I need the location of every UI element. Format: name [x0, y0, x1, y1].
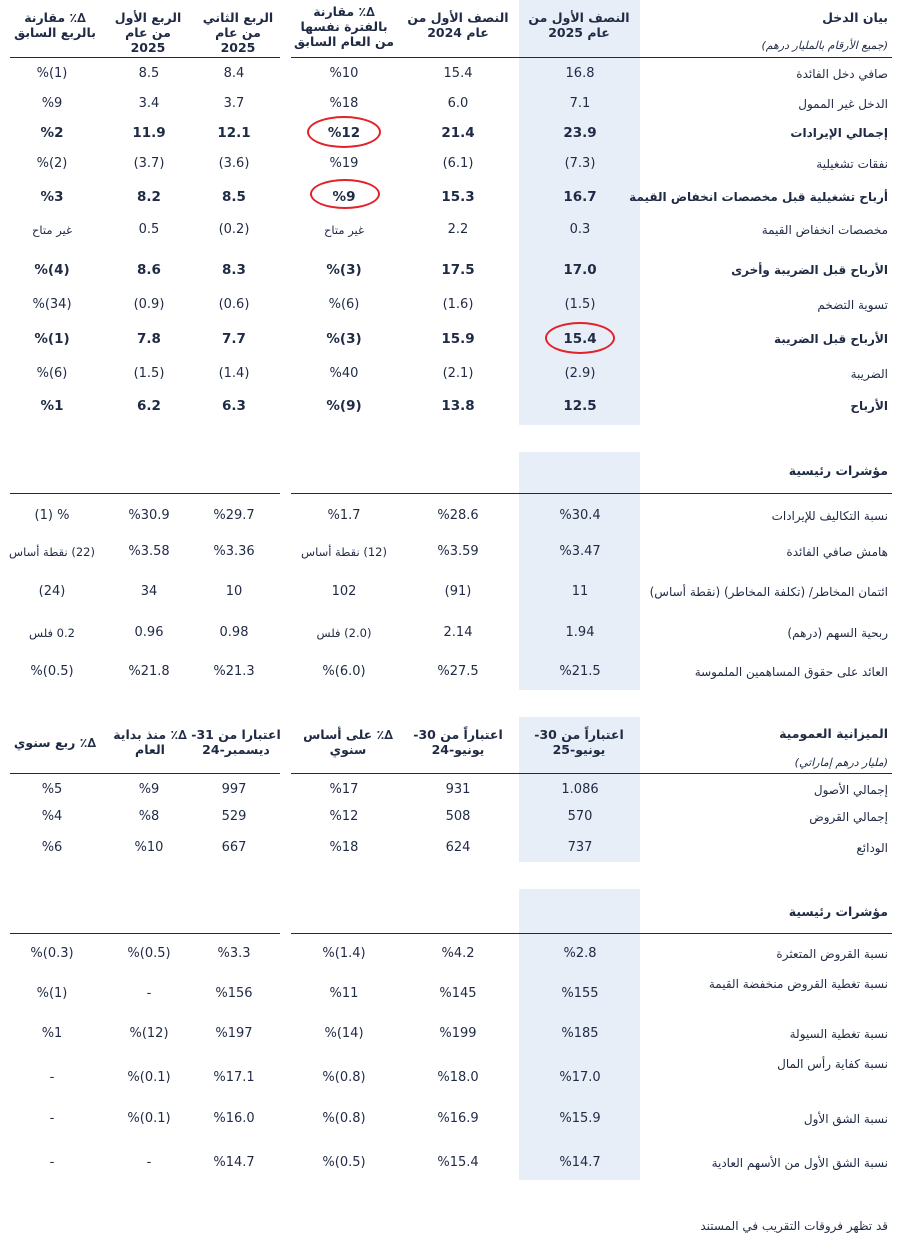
kpi2-row-label: نسبة كفاية رأس المال — [777, 1057, 888, 1071]
kpi1-cell-col3: (12) نقطة أساس — [301, 545, 387, 559]
kpi1-cell-col5: %3.58 — [128, 544, 170, 559]
income-cell-col5: 11.9 — [132, 125, 166, 141]
income-header-q2-2025: الربع الثاني من عام 2025 — [202, 10, 274, 55]
kpi2-cell-col4: %14.7 — [213, 1155, 255, 1170]
kpi2-cell-col1: %2.8 — [563, 946, 597, 961]
balance-header-qoq: ∆٪ ربع سنوي — [13, 735, 97, 750]
kpi2-cell-col4: %3.3 — [217, 946, 251, 961]
balance-cell-col3: %12 — [329, 809, 359, 824]
balance-header-jun25: اعتباراً من 30-يونيو-25 — [534, 727, 624, 757]
balance-cell-col5: %9 — [138, 782, 160, 797]
income-header-rule-right — [10, 57, 280, 58]
kpi1-cell-col6: %(0.5) — [30, 664, 74, 679]
kpi1-cell-col1: %3.47 — [559, 544, 601, 559]
balance-header-ytd: ∆٪ منذ بداية العام — [113, 727, 187, 757]
income-cell-col5: 6.2 — [137, 398, 161, 414]
kpi1-cell-col6: (24) — [38, 584, 66, 599]
balance-cell-col2: 508 — [445, 809, 471, 824]
kpi1-row-label: هامش صافي الفائدة — [786, 545, 888, 559]
kpi2-cell-col3: %(0.8) — [322, 1070, 366, 1085]
income-cell-col2: 17.5 — [441, 262, 475, 278]
kpi2-cell-col2: %15.4 — [437, 1155, 479, 1170]
kpi2-cell-col6: - — [49, 1155, 55, 1170]
kpi2-cell-col4: %17.1 — [213, 1070, 255, 1085]
balance-header-dec24: اعتبارا من 31-ديسمبر-24 — [191, 727, 281, 757]
income-cell-col1: 12.5 — [563, 398, 597, 414]
balance-cell-col2: 624 — [445, 840, 471, 855]
balance-title: الميزانية العمومية — [779, 726, 888, 741]
income-cell-col3: غير متاح — [323, 223, 365, 237]
income-cell-col6: %(4) — [34, 262, 70, 278]
kpi2-cell-col3: %(14) — [324, 1026, 364, 1041]
income-row-label: نفقات تشغيلية — [816, 157, 888, 171]
income-header-h1-2024: النصف الأول من عام 2024 — [407, 10, 509, 40]
income-cell-col6: %(6) — [36, 366, 68, 381]
balance-cell-col1: 737 — [567, 840, 593, 855]
kpi1-cell-col1: 1.94 — [565, 625, 595, 640]
balance-row-label: الودائع — [856, 841, 888, 855]
income-cell-col3: %(3) — [326, 262, 362, 278]
income-cell-col5: 8.2 — [137, 189, 161, 205]
kpi2-cell-col5: %(12) — [129, 1026, 169, 1041]
kpi2-cell-col1: %15.9 — [559, 1111, 601, 1126]
income-cell-col3: %40 — [329, 366, 359, 381]
income-row-label: الأرباح — [850, 399, 888, 413]
income-header-h1-2025: النصف الأول من عام 2025 — [528, 10, 630, 40]
kpi2-cell-col5: %(0.1) — [127, 1070, 171, 1085]
kpi2-row-label: نسبة الشق الأول — [803, 1112, 888, 1126]
income-cell-col4: 6.3 — [222, 398, 246, 414]
kpi2-cell-col2: %199 — [439, 1026, 477, 1041]
income-header-qoq: ∆٪ مقارنة بالربع السابق — [14, 10, 96, 40]
balance-cell-col5: %10 — [134, 840, 164, 855]
income-cell-col1: 16.7 — [563, 189, 597, 205]
income-cell-col2: 6.0 — [447, 96, 469, 111]
footnote: قد تظهر فروقات التقريب في المستند — [700, 1219, 888, 1233]
income-cell-col4: (0.6) — [218, 297, 250, 312]
kpi2-cell-col6: %(1) — [36, 986, 68, 1001]
balance-subtitle: (مليار درهم إماراتي) — [794, 756, 888, 769]
income-cell-col4: 8.3 — [222, 262, 246, 278]
balance-header-yoy: ∆٪ على أساس سنوي — [303, 727, 393, 757]
annotation-circle-9pct — [310, 179, 380, 209]
kpi1-cell-col6: 0.2 فلس — [29, 626, 75, 640]
income-cell-col2: 2.2 — [447, 222, 469, 237]
kpi2-cell-col6: %(0.3) — [30, 946, 74, 961]
kpi2-title: مؤشرات رئيسية — [788, 904, 888, 919]
balance-cell-col4: 529 — [221, 809, 247, 824]
income-cell-col1: 17.0 — [563, 262, 597, 278]
income-cell-col1: 23.9 — [563, 125, 597, 141]
income-cell-col3: %18 — [329, 96, 359, 111]
kpi2-cell-col4: %156 — [215, 986, 253, 1001]
kpi1-row-label: العائد على حقوق المساهمين الملموسة — [694, 665, 888, 679]
income-row-label: الأرباح قبل الضريبة وأخرى — [731, 263, 888, 277]
income-cell-col3: %(3) — [326, 331, 362, 347]
income-subtitle: (جميع الأرقام بالمليار درهم) — [761, 39, 888, 52]
kpi1-cell-col5: 0.96 — [134, 625, 164, 640]
income-row-label: مخصصات انخفاض القيمة — [761, 223, 888, 237]
kpi2-row-label: نسبة الشق الأول من الأسهم العادية — [711, 1156, 888, 1170]
kpi2-cell-col1: %14.7 — [559, 1155, 601, 1170]
kpi1-row-label: ائتمان المخاطر/ (تكلفة المخاطر) (نقطة أساس) — [649, 585, 888, 599]
income-cell-col5: 8.6 — [137, 262, 161, 278]
kpi1-cell-col3: %(6.0) — [322, 664, 366, 679]
kpi2-rule-left — [291, 933, 892, 934]
income-cell-col1: 15.4 — [563, 331, 597, 347]
income-title: بيان الدخل — [822, 10, 888, 25]
kpi2-cell-col5: - — [146, 986, 152, 1001]
kpi2-row-label: نسبة تغطية القروض منخفضة القيمة — [708, 977, 888, 991]
kpi2-cell-col5: %(0.5) — [127, 946, 171, 961]
kpi2-cell-col3: %(0.5) — [322, 1155, 366, 1170]
balance-cell-col6: %4 — [41, 809, 63, 824]
balance-cell-col3: %18 — [329, 840, 359, 855]
kpi1-cell-col1: %21.5 — [559, 664, 601, 679]
income-cell-col6: %(34) — [32, 297, 72, 312]
income-cell-col5: (0.9) — [133, 297, 165, 312]
income-cell-col3: %9 — [332, 189, 356, 205]
income-cell-col2: (6.1) — [442, 156, 474, 171]
income-cell-col2: 21.4 — [441, 125, 475, 141]
kpi2-row-label: نسبة تغطية السيولة — [789, 1027, 888, 1041]
kpi1-cell-col5: 34 — [140, 584, 158, 599]
income-row-label: الضريبة — [850, 367, 888, 381]
income-cell-col6: %3 — [40, 189, 64, 205]
income-cell-col6: %(2) — [36, 156, 68, 171]
income-row-label: أرباح تشغيلية قبل مخصصات انخفاض القيمة — [629, 190, 888, 204]
kpi1-row-label: نسبة التكاليف للإيرادات — [771, 509, 888, 523]
income-cell-col6: %(1) — [36, 66, 68, 81]
kpi1-cell-col1: %30.4 — [559, 508, 601, 523]
kpi1-cell-col5: %21.8 — [128, 664, 170, 679]
annotation-circle-12pct — [307, 116, 381, 148]
income-header-rule-left — [291, 57, 892, 58]
balance-cell-col4: 997 — [221, 782, 247, 797]
kpi2-cell-col6: %1 — [41, 1026, 63, 1041]
kpi2-cell-col2: %4.2 — [441, 946, 475, 961]
kpi1-cell-col2: %27.5 — [437, 664, 479, 679]
income-cell-col2: 15.3 — [441, 189, 475, 205]
kpi1-cell-col2: %28.6 — [437, 508, 479, 523]
kpi1-cell-col6: (1) % — [34, 508, 70, 523]
kpi1-row-label: ربحية السهم (درهم) — [787, 626, 888, 640]
income-cell-col1: 16.8 — [565, 66, 595, 81]
kpi1-cell-col2: 2.14 — [443, 625, 473, 640]
kpi1-rule-left — [291, 493, 892, 494]
kpi1-cell-col4: %29.7 — [213, 508, 255, 523]
kpi2-cell-col1: %185 — [561, 1026, 599, 1041]
kpi2-cell-col3: %11 — [329, 986, 359, 1001]
income-cell-col4: (0.2) — [218, 222, 250, 237]
income-cell-col6: %9 — [41, 96, 63, 111]
kpi1-cell-col5: %30.9 — [128, 508, 170, 523]
kpi2-cell-col6: - — [49, 1111, 55, 1126]
income-row-label: الأرباح قبل الضريبة — [773, 332, 888, 346]
annotation-circle-15-4 — [545, 322, 615, 354]
income-cell-col4: 7.7 — [222, 331, 246, 347]
balance-cell-col5: %8 — [138, 809, 160, 824]
kpi1-cell-col3: 102 — [331, 584, 357, 599]
kpi1-cell-col2: (91) — [444, 584, 472, 599]
balance-cell-col2: 931 — [445, 782, 471, 797]
kpi2-cell-col1: %17.0 — [559, 1070, 601, 1085]
kpi2-cell-col2: %18.0 — [437, 1070, 479, 1085]
balance-rule-right — [10, 773, 280, 774]
income-cell-col4: 3.7 — [223, 96, 245, 111]
kpi1-cell-col4: %21.3 — [213, 664, 255, 679]
income-cell-col1: 7.1 — [569, 96, 591, 111]
kpi1-cell-col6: (22) نقطة أساس — [9, 545, 95, 559]
income-cell-col2: 15.4 — [443, 66, 473, 81]
kpi2-row-label: نسبة القروض المتعثرة — [776, 947, 888, 961]
kpi2-cell-col2: %16.9 — [437, 1111, 479, 1126]
kpi2-cell-col6: - — [49, 1070, 55, 1085]
kpi2-cell-col5: - — [146, 1155, 152, 1170]
kpi1-cell-col4: %3.36 — [213, 544, 255, 559]
income-cell-col5: 7.8 — [137, 331, 161, 347]
balance-cell-col6: %6 — [41, 840, 63, 855]
kpi1-cell-col2: %3.59 — [437, 544, 479, 559]
income-cell-col1: (1.5) — [564, 297, 596, 312]
income-row-label: الدخل غير الممول — [798, 97, 888, 111]
income-cell-col4: (1.4) — [218, 366, 250, 381]
balance-cell-col6: %5 — [41, 782, 63, 797]
kpi2-cell-col4: %197 — [215, 1026, 253, 1041]
income-cell-col1: (2.9) — [564, 366, 596, 381]
balance-rule-left — [291, 773, 892, 774]
income-cell-col3: %19 — [329, 156, 359, 171]
kpi1-cell-col3: (2.0) فلس — [316, 626, 372, 640]
highlight-income — [519, 0, 640, 425]
kpi2-cell-col1: %155 — [561, 986, 599, 1001]
balance-row-label: إجمالي القروض — [809, 810, 888, 824]
income-cell-col4: 8.5 — [222, 189, 246, 205]
income-cell-col4: 12.1 — [217, 125, 251, 141]
income-cell-col5: 8.5 — [138, 66, 160, 81]
kpi2-rule-right — [10, 933, 280, 934]
income-cell-col4: (3.6) — [218, 156, 250, 171]
kpi2-cell-col3: %(0.8) — [322, 1111, 366, 1126]
balance-row-label: إجمالي الأصول — [813, 783, 888, 797]
income-cell-col5: 3.4 — [138, 96, 160, 111]
kpi1-cell-col4: 0.98 — [219, 625, 249, 640]
income-cell-col6: %1 — [40, 398, 64, 414]
income-cell-col4: 8.4 — [223, 66, 245, 81]
income-cell-col6: %2 — [40, 125, 64, 141]
kpi2-cell-col2: %145 — [439, 986, 477, 1001]
income-row-label: إجمالي الإيرادات — [790, 126, 888, 140]
income-cell-col5: 0.5 — [138, 222, 160, 237]
income-cell-col2: (1.6) — [442, 297, 474, 312]
balance-cell-col1: 570 — [567, 809, 593, 824]
income-cell-col3: %10 — [329, 66, 359, 81]
income-cell-col5: (3.7) — [133, 156, 165, 171]
balance-header-jun24: اعتباراً من 30-يونيو-24 — [413, 727, 503, 757]
kpi2-cell-col4: %16.0 — [213, 1111, 255, 1126]
income-cell-col5: (1.5) — [133, 366, 165, 381]
balance-cell-col1: 1.086 — [561, 782, 599, 797]
income-cell-col3: %(6) — [328, 297, 360, 312]
income-cell-col2: 13.8 — [441, 398, 475, 414]
income-cell-col2: 15.9 — [441, 331, 475, 347]
kpi1-cell-col3: %1.7 — [327, 508, 361, 523]
income-header-yoy: ∆٪ مقارنة بالفترة نفسها من العام السابق — [294, 4, 394, 49]
kpi1-rule-right — [10, 493, 280, 494]
kpi2-cell-col3: %(1.4) — [322, 946, 366, 961]
kpi1-cell-col4: 10 — [225, 584, 243, 599]
income-cell-col3: %(9) — [326, 398, 362, 414]
income-cell-col6: %(1) — [34, 331, 70, 347]
highlight-kpi1 — [519, 452, 640, 690]
income-cell-col1: (7.3) — [564, 156, 596, 171]
income-cell-col2: (2.1) — [442, 366, 474, 381]
balance-cell-col4: 667 — [221, 840, 247, 855]
balance-cell-col3: %17 — [329, 782, 359, 797]
income-cell-col3: %12 — [327, 125, 361, 141]
kpi1-title: مؤشرات رئيسية — [788, 463, 888, 478]
income-header-q1-2025: الربع الأول من عام 2025 — [114, 10, 182, 55]
income-row-label: تسوية التضخم — [817, 298, 888, 312]
kpi1-cell-col1: 11 — [571, 584, 589, 599]
income-cell-col6: غير متاح — [31, 223, 73, 237]
income-row-label: صافي دخل الفائدة — [796, 67, 888, 81]
kpi2-cell-col5: %(0.1) — [127, 1111, 171, 1126]
income-cell-col1: 0.3 — [569, 222, 591, 237]
